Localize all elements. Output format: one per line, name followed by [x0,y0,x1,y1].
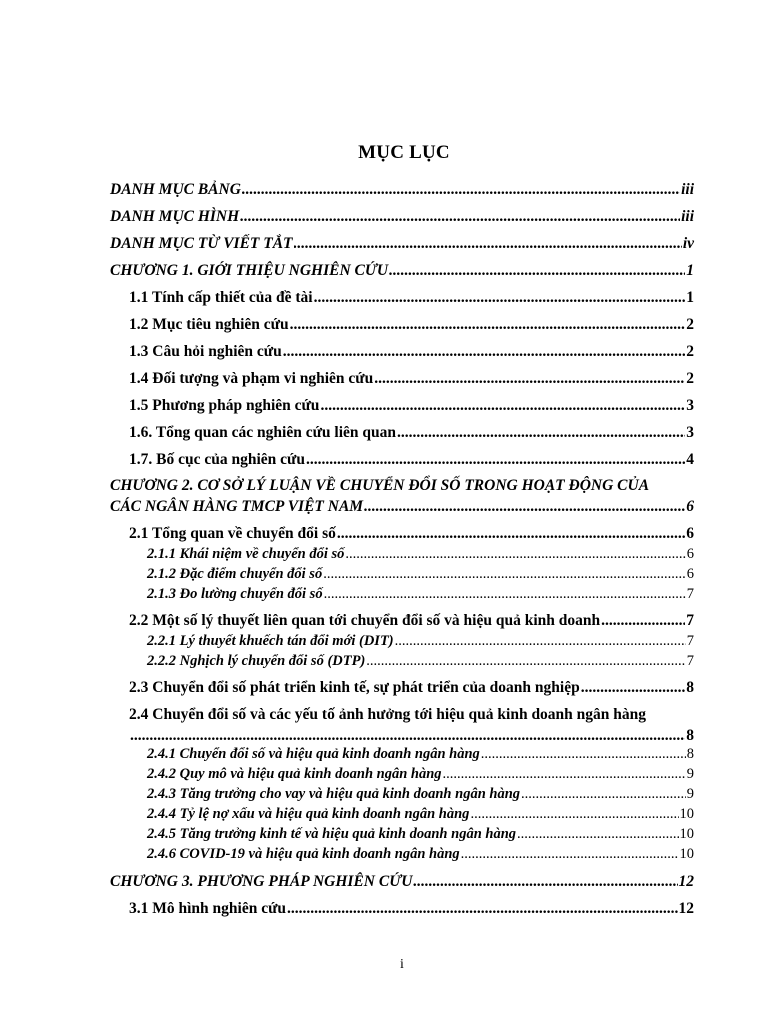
toc-entry-page: 7 [686,612,694,629]
toc-entry-label: 2.3 Chuyển đổi số phát triển kinh tế, sự phát triển của doanh nghiệp [129,679,580,696]
toc-entry-section-2-4-6[interactable] [147,846,694,863]
toc-entry-section-2-4[interactable] [129,727,694,745]
toc-leader-dots [287,900,677,918]
toc-entry-section-1-6[interactable] [129,424,694,442]
toc-entry-page: iii [681,181,694,198]
toc-entry-page: 9 [686,786,694,802]
toc-entry-label: 1.3 Câu hỏi nghiên cứu [129,343,282,360]
toc-entry-label: 2.2.2 Nghịch lý chuyển đổi số (DTP) [147,653,366,669]
toc-entry-section-2-1-3[interactable] [147,586,694,603]
toc-entry-page: 10 [679,826,694,842]
toc-entry-label: CHƯƠNG 2. CƠ SỞ LÝ LUẬN VỀ CHUYỂN ĐỔI SỐ TRONG HOẠT ĐỘNG CỦA [110,477,650,494]
toc-entry-label: 2.4.5 Tăng trưởng kinh tế và hiệu quả kinh doanh ngân hàng [147,826,517,842]
toc-entry-page: 8 [686,679,694,696]
toc-entry-page: 2 [686,370,694,387]
toc-leader-dots [323,566,686,583]
toc-entry-page: 6 [686,566,694,582]
toc-entry-page: 2 [686,343,694,360]
toc-entry-page: 6 [686,546,694,562]
toc-entry-section-2-4-2[interactable] [147,766,694,783]
toc-entry-section-2-4-5[interactable] [147,826,694,843]
toc-entry-section-1-4[interactable] [129,370,694,388]
toc-leader-dots [242,181,680,199]
toc-entry-label: 2.2 Một số lý thuyết liên quan tới chuyển đổi số và hiệu quả kinh doanh [129,612,601,629]
toc-entry-chapter-1[interactable] [110,262,694,280]
toc-entry-section-2-4-line-1[interactable] [129,706,694,724]
toc-leader-dots [345,546,685,563]
toc-leader-dots [306,451,685,469]
toc-leader-dots [283,343,686,361]
toc-entry-page: 7 [686,653,694,669]
toc-entry-label: CÁC NGÂN HÀNG TMCP VIỆT NAM [110,498,364,515]
toc-leader-dots [324,586,686,603]
toc-entry-label: 1.5 Phương pháp nghiên cứu [129,397,320,414]
toc-entry-section-2-2-1[interactable] [147,633,694,650]
toc-entry-section-2-2-2[interactable] [147,653,694,670]
toc-leader-dots [521,786,686,803]
toc-entry-label: 1.6. Tổng quan các nghiên cứu liên quan [129,424,396,441]
toc-entry-section-2-4-4[interactable] [147,806,694,823]
toc-entry-page: 7 [686,586,694,602]
toc-entry-page: 12 [678,873,694,890]
toc-entry-label: DANH MỤC TỪ VIẾT TẮT [110,235,293,252]
toc-leader-dots [389,262,685,280]
toc-entry-label: 2.4 Chuyển đổi số và các yếu tố ảnh hưởng tới hiệu quả kinh doanh ngân hàng [129,706,647,723]
toc-leader-dots [470,806,678,823]
toc-entry-section-2-2[interactable] [129,612,694,630]
toc-entry-page: 8 [686,727,694,744]
toc-entry-page: iii [681,208,694,225]
toc-entry-chapter-3[interactable] [110,873,694,891]
toc-entry-page: iv [682,235,694,252]
toc-leader-dots [294,235,682,253]
toc-leader-dots [413,873,677,891]
toc-entry-label: 1.7. Bố cục của nghiên cứu [129,451,305,468]
toc-leader-dots [443,766,686,783]
toc-leader-dots [240,208,680,226]
page-number: i [400,957,404,972]
toc-entry-label: 2.4.3 Tăng trưởng cho vay và hiệu quả kinh doanh ngân hàng [147,786,521,802]
toc-entry-page: 10 [679,806,694,822]
toc-entry-list-of-figures[interactable] [110,208,694,226]
toc-entry-page: 1 [686,289,694,306]
toc-entry-page: 7 [686,633,694,649]
toc-entry-label: 2.4.2 Quy mô và hiệu quả kinh doanh ngân hàng [147,766,442,782]
toc-leader-dots [320,397,685,415]
toc-leader-dots [517,826,678,843]
toc-entry-page: 3 [686,397,694,414]
toc-entry-label: 2.4.1 Chuyển đổi số và hiệu quả kinh doanh ngân hàng [147,746,480,762]
toc-leader-dots [290,316,686,334]
toc-entry-section-1-2[interactable] [129,316,694,334]
toc-entry-label: DANH MỤC BẢNG [110,181,241,198]
toc-entry-label: 2.2.1 Lý thuyết khuếch tán đổi mới (DIT) [147,633,394,649]
toc-entry-section-2-3[interactable] [129,679,694,697]
toc-leader-dots [395,633,686,650]
toc-entry-label: 2.1 Tổng quan về chuyển đổi số [129,525,336,542]
toc-entry-label: 2.1.2 Đặc điểm chuyển đổi số [147,566,323,582]
toc-leader-dots [366,653,685,670]
toc-entry-label: 3.1 Mô hình nghiên cứu [129,900,287,917]
toc-entry-section-2-1-1[interactable] [147,546,694,563]
toc-leader-dots [337,525,685,543]
toc-leader-dots [481,746,686,763]
toc-entry-list-of-tables[interactable] [110,181,694,199]
toc-leader-dots [461,846,679,863]
toc-entry-page: 10 [679,846,694,862]
toc-entry-label: 1.2 Mục tiêu nghiên cứu [129,316,289,333]
toc-entry-page: 6 [686,498,694,515]
toc-entry-label: 2.4.6 COVID-19 và hiệu quả kinh doanh ngân hàng [147,846,460,862]
toc-leader-dots [364,498,685,516]
page-title: MỤC LỤC [358,142,450,163]
toc-entry-abbreviations[interactable] [110,235,694,253]
toc-entry-section-2-4-1[interactable] [147,746,694,763]
toc-entry-section-2-1[interactable] [129,525,694,543]
toc-entry-label: 1.1 Tính cấp thiết của đề tài [129,289,313,306]
toc-entry-page: 2 [686,316,694,333]
toc-entry-section-1-5[interactable] [129,397,694,415]
toc-entry-section-3-1[interactable] [129,900,694,918]
toc-entry-label: 2.1.1 Khái niệm về chuyển đổi số [147,546,345,562]
toc-entry-page: 12 [678,900,694,917]
toc-entry-label: CHƯƠNG 1. GIỚI THIỆU NGHIÊN CỨU [110,262,389,279]
toc-leader-dots [581,679,686,697]
toc-entry-section-1-1[interactable] [129,289,694,307]
toc-entry-section-1-7[interactable] [129,451,694,469]
toc-leader-dots [397,424,685,442]
toc-entry-label: 2.1.3 Đo lường chuyển đổi số [147,586,323,602]
toc-entry-chapter-2-line-1[interactable] [110,477,694,495]
toc-entry-chapter-2[interactable] [110,498,694,516]
toc-leader-dots [314,289,686,307]
toc-entry-page: 1 [686,262,694,279]
toc-entry-page: 6 [686,525,694,542]
toc-entry-page: 4 [686,451,694,468]
toc-entry-page: 8 [686,746,694,762]
toc-entry-label: 1.4 Đối tượng và phạm vi nghiên cứu [129,370,374,387]
toc-entry-section-2-4-3[interactable] [147,786,694,803]
toc-entry-section-1-3[interactable] [129,343,694,361]
toc-leader-dots [130,727,685,745]
toc-entry-label: DANH MỤC HÌNH [110,208,240,225]
toc-leader-dots [601,612,685,630]
toc-entry-label: 2.4.4 Tỷ lệ nợ xấu và hiệu quả kinh doanh ngân hàng [147,806,470,822]
toc-entry-label: CHƯƠNG 3. PHƯƠNG PHÁP NGHIÊN CỨU [110,873,413,890]
toc-entry-section-2-1-2[interactable] [147,566,694,583]
toc-entry-page: 3 [686,424,694,441]
toc-leader-dots [374,370,685,388]
toc-entry-page: 9 [686,766,694,782]
